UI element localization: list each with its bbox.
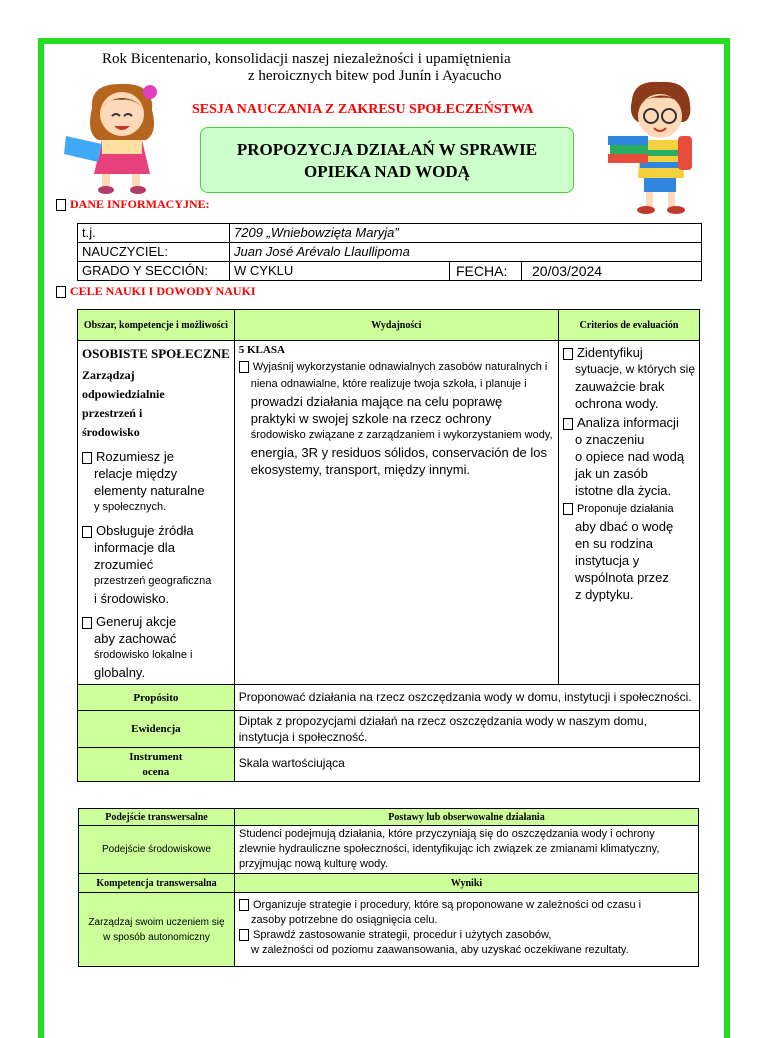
year-motto-line-1: Rok Bicentenario, konsolidacji naszej niezależności i upamiętnienia <box>102 51 511 67</box>
col-header-performance: Wydajności <box>234 310 558 341</box>
checkbox-glyph-icon <box>56 286 66 298</box>
performance-cell <box>234 341 558 685</box>
checkbox-glyph-icon <box>239 929 249 941</box>
checkbox-glyph-icon <box>82 452 92 464</box>
checkbox-glyph-icon <box>56 199 66 211</box>
approach-name: Podejście środowiskowe <box>79 826 235 874</box>
section-heading-info: DANE INFORMACYJNE: <box>56 197 210 212</box>
evidence-value: Diptak z propozycjami działań na rzecz oszczędzania wody w naszym domu, instytucja i społeczność. <box>234 711 699 748</box>
ie-value: 7209 „Wniebowzięta Maryja” <box>230 224 702 243</box>
purpose-label: Propósito <box>78 685 235 711</box>
transversal-table <box>78 808 699 967</box>
title-box <box>200 127 574 193</box>
goals-table <box>77 309 700 782</box>
area-name: OSOBISTE SPOŁECZNE <box>82 346 230 361</box>
transversal-competence-header: Kompetencja transwersalna <box>79 874 235 893</box>
results-text: Organizuje strategie i procedury, które są proponowane w zależności od czasu i zasoby potrzebne do osiągnięcia celu. Sprawdź zastosowanie strategii, procedur i użytych zasobów, w zależności od poziomu zaawansowania, aby uzyskać oczekiwane rezultaty. <box>235 893 699 967</box>
session-title: SESJA NAUCZANIA Z ZAKRESU SPOŁECZEŃSTWA <box>192 102 534 117</box>
section-heading-goals: CELE NAUKI I DOWODY NAUKI <box>56 284 256 299</box>
girl-reading-illustration <box>62 78 182 194</box>
capacity-list: Rozumiesz je relacje między elementy naturalne y społecznych. Obsługuje źródła informacje dla zrozumieć przestrzeń geograficzna i środowisko. Generuj akcje aby zachować środowisko lokalne i globalny. <box>82 448 230 681</box>
title-line-1: PROPOZYCJA DZIAŁAŃ W SPRAWIE <box>236 140 538 159</box>
checkbox-glyph-icon <box>239 361 249 373</box>
transversal-approach-header: Podejście transwersalne <box>79 809 235 826</box>
checkbox-glyph-icon <box>563 418 573 430</box>
purpose-value: Proponować działania na rzecz oszczędzania wody w domu, instytucji i społeczności. <box>234 685 699 711</box>
checkbox-glyph-icon <box>82 617 92 629</box>
observable-actions-header: Postawy lub obserwowalne działania <box>235 809 699 826</box>
competence-name: Zarządzaj odpowiedzialnie przestrzeń i środowisko <box>82 368 165 439</box>
boy-with-books-illustration <box>604 78 714 216</box>
checkbox-glyph-icon <box>82 526 92 538</box>
performance-text: Wyjaśnij wykorzystanie odnawialnych zasobów naturalnych i niena odnawialne, które realizuje twoja szkoła, i planuje i prowadzi działania mające na celu poprawę praktyki w swojej szkole na rzecz ochrony środowisko związane z zarządzaniem i wykorzystaniem wody, energia, 3R y residuos sólidos, conservación de los ekosystemy, transport, między innymi. <box>239 359 554 478</box>
area-cell <box>78 341 235 685</box>
checkbox-glyph-icon <box>563 503 573 515</box>
instrument-value: Skala wartościująca <box>234 748 699 782</box>
teacher-value: Juan José Arévalo Llaullipoma <box>230 243 702 262</box>
col-header-criteria: Criterios de evaluación <box>558 310 699 341</box>
grade-label: GRADO Y SECCIÓN: <box>78 262 230 281</box>
transversal-competence-name: Zarządzaj swoim uczeniem się w sposób autonomiczny <box>79 893 235 967</box>
grade-value: W CYKLU <box>230 262 450 281</box>
instrument-label: Instrument ocena <box>78 748 235 782</box>
checkbox-glyph-icon <box>563 348 573 360</box>
year-motto-line-2: z heroicznych bitew pod Junín i Ayacucho <box>248 68 502 84</box>
title-line-2: OPIEKA NAD WODĄ <box>304 162 470 181</box>
checkbox-glyph-icon <box>239 899 249 911</box>
teacher-label: NAUCZYCIEL: <box>78 243 230 262</box>
grade-level: 5 KLASA <box>238 344 285 356</box>
results-header: Wyniki <box>235 874 699 893</box>
criteria-cell <box>558 341 699 685</box>
date-label: FECHA: <box>450 262 522 281</box>
approach-actions: Studenci podejmują działania, które przyczyniają się do oszczędzania wody i ochrony zlewnie hydrauliczne społeczności, identyfikując ich związek ze zmianami klimatyczny, przyjmując nową kulturę wody. <box>235 826 699 874</box>
date-value: 20/03/2024 <box>522 262 702 281</box>
criteria-text: Zidentyfikuj sytuacje, w których się zauważcie brak ochrona wody. Analiza informacji o znaczeniu o opiece nad wodą jak un zasób istotne dla życia. Proponuje działania aby dbać o wodę en su rodzina instytucja y wspólnota przez z dyptyku. <box>563 344 695 603</box>
ie-label: t.j. <box>78 224 230 243</box>
col-header-area: Obszar, kompetencje i możliwości <box>78 310 235 341</box>
evidence-label: Ewidencja <box>78 711 235 748</box>
info-table <box>77 223 702 281</box>
